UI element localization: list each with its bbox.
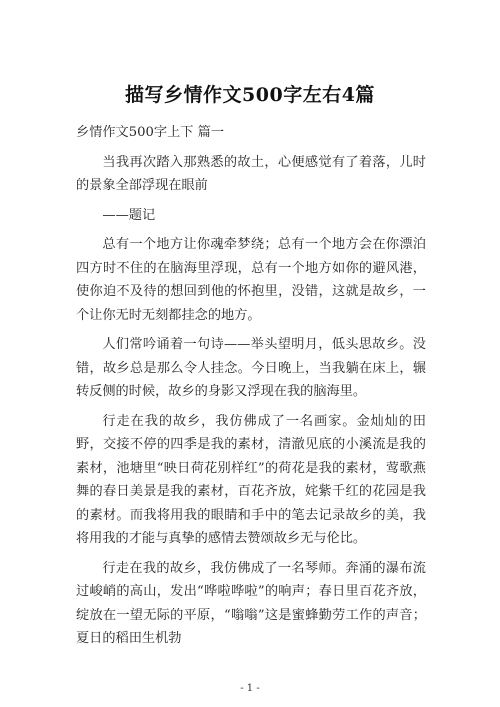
paragraph-5: 行走在我的故乡，我仿佛成了一名琴师。奔涌的瀑布流过峻峭的高山，发出“哗啦哗啦”的响声；春日里百花齐放，绽放在一望无际的平原，“嗡嗡”这是蜜蜂勤劳工作的声音；夏日的稻田生机勃 [76,560,426,646]
paragraph-3: 人们常吟诵着一句诗——举头望明月，低头思故乡。没错，故乡总是那么令人挂念。今日晚上，当我躺在床上，辗转反侧的时候，故乡的身影又浮现在我的脑海里。 [76,337,426,399]
paragraph-1: 当我再次踏入那熟悉的故土，心便感觉有了着落，儿时的景象全部浮现在眼前 [76,154,426,193]
paragraph-4: 行走在我的故乡，我仿佛成了一名画家。金灿灿的田野，交接不停的四季是我的素材，清澈见底的小溪流是我的素材，池塘里“映日荷花别样红”的荷花是我的素材，莺歌燕舞的春日美景是我的素材，百花齐放，姹紫千红的花园是我的素材。而我将用我的眼睛和手中的笔去记录故乡的美，我将用我的才能与真挚的感情去赞颂故乡无与伦比。 [76,413,426,546]
document-body [76,121,426,657]
epigraph-attribution: ——题记 [102,207,156,223]
document-title: 描写乡情作文500字左右4篇 [125,84,375,106]
paragraph-2: 总有一个地方让你魂牵梦绕；总有一个地方会在你漂泊四方时不住的在脑海里浮现，总有一个地方如你的避风港，使你迫不及待的想回到他的怀抱里，没错，这就是故乡，一个让你无时无刻都挂念的地方。 [76,237,426,323]
section-heading: 乡情作文500字上下 篇一 [76,125,225,140]
page-number: - 1 - [240,683,260,694]
